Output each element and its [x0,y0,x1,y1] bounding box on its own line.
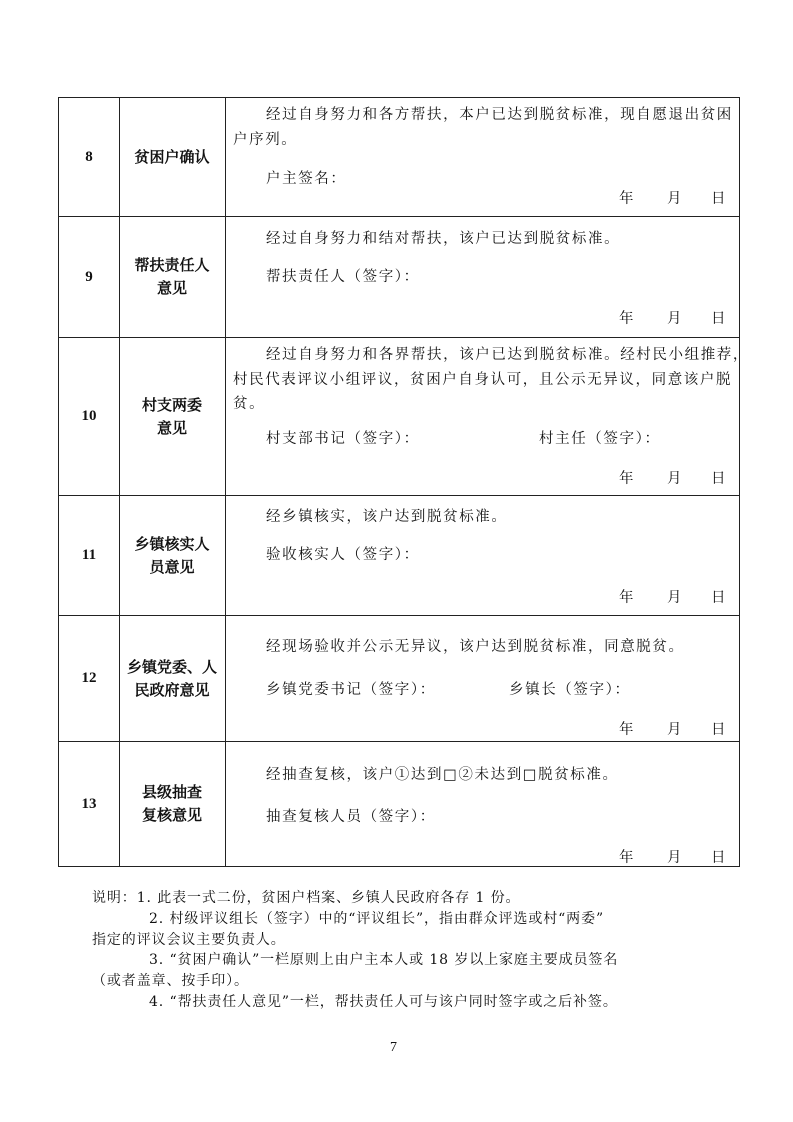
row-number: 11 [59,496,120,615]
month-label: 月 [667,850,682,866]
note-line: （或者盖章、按手印）。 [92,973,249,990]
row-label [119,742,226,866]
opinion-text-line: 经抽查复核，该户①达到□②未达到□脱贫标准。 [266,767,619,783]
signature-field[interactable]: 村主任（签字）： [539,431,661,447]
table-row [59,495,739,615]
opinion-text-line: 经现场验收并公示无异议，该户达到脱贫标准，同意脱贫。 [266,639,685,655]
opinion-text-line: 经乡镇核实，该户达到脱贫标准。 [266,509,508,525]
note-line: 指定的评议会议主要负责人。 [92,931,286,948]
year-label: 年 [619,850,634,866]
signature-field[interactable]: 村支部书记（签字）： [266,431,420,447]
row-label [119,217,226,337]
day-label: 日 [711,191,726,207]
table-row [59,615,739,741]
signature-field[interactable]: 验收核实人（签字）： [266,547,420,563]
month-label: 月 [667,590,682,606]
month-label: 月 [667,191,682,207]
day-label: 日 [711,471,726,487]
label-line: 意见 [156,279,187,297]
notes-section [92,888,618,1013]
label-line: 帮扶责任人 [134,256,210,274]
table-row [59,741,739,866]
row-number: 12 [59,616,120,741]
month-label: 月 [667,722,682,738]
opinion-text-line: 经过自身努力和各方帮扶，本户已达到脱贫标准，现自愿退出贫困 [266,107,733,123]
day-label: 日 [711,850,726,866]
signature-field[interactable]: 乡镇长（签字）： [509,682,631,698]
table-row [59,337,749,495]
day-label: 日 [711,722,726,738]
opinion-text-line: 经过自身努力和结对帮扶，该户已达到脱贫标准。 [266,231,621,247]
note-line: 4. “帮扶责任人意见”一栏，帮扶责任人可与该户同时签字或之后补签。 [149,993,618,1010]
year-label: 年 [619,191,634,207]
note-line: 2. 村级评议组长（签字）中的“评议组长”，指由群众评选或村“两委” [149,910,605,927]
opinion-text-line: 贫。 [233,396,266,412]
label-line: 民政府意见 [134,680,210,699]
label-line: 贫困户确认 [134,147,210,166]
label-line: 县级抽查 [141,783,202,801]
row-number: 13 [59,742,120,866]
signature-field[interactable]: 乡镇党委书记（签字）： [266,682,436,698]
year-label: 年 [619,590,634,606]
signature-field[interactable]: 帮扶责任人（签字）： [266,269,420,285]
opinion-text-line: 村民代表评议小组评议，贫困户自身认可，且公示无异议，同意该户脱 [233,372,733,388]
opinion-text-line: 经过自身努力和各界帮扶，该户已达到脱贫标准。经村民小组推荐， [266,347,749,363]
label-line: 员意见 [149,557,195,576]
label-line: 村支两委 [141,395,202,414]
signature-field[interactable]: 抽查复核人员（签字）： [266,809,436,825]
row-label [119,496,226,615]
year-label: 年 [619,311,634,327]
month-label: 月 [667,311,682,327]
row-number: 8 [59,98,120,216]
poverty-exit-form-table [58,97,749,867]
note-line: 说明：1. 此表一式二份，贫困户档案、乡镇人民政府各存 1 份。 [92,890,521,906]
day-label: 日 [711,311,726,327]
note-line: 3. “贫困户确认”一栏原则上由户主本人或 18 岁以上家庭主要成员签名 [149,952,619,969]
row-label [119,616,226,741]
label-line: 复核意见 [141,806,202,824]
label-line: 乡镇核实人 [134,534,210,553]
row-label [119,338,226,495]
year-label: 年 [619,722,634,738]
row-number: 9 [59,217,120,337]
label-line: 意见 [156,418,187,437]
row-label [119,98,226,216]
opinion-text-line: 户序列。 [233,132,298,148]
signature-field[interactable]: 户主签名： [266,171,347,187]
month-label: 月 [667,471,682,487]
table-row [59,216,739,337]
label-line: 乡镇党委、人 [126,657,217,676]
year-label: 年 [619,471,634,487]
row-number: 10 [59,338,120,495]
day-label: 日 [711,590,726,606]
table-row [59,98,739,216]
page-number: 7 [390,1040,397,1055]
